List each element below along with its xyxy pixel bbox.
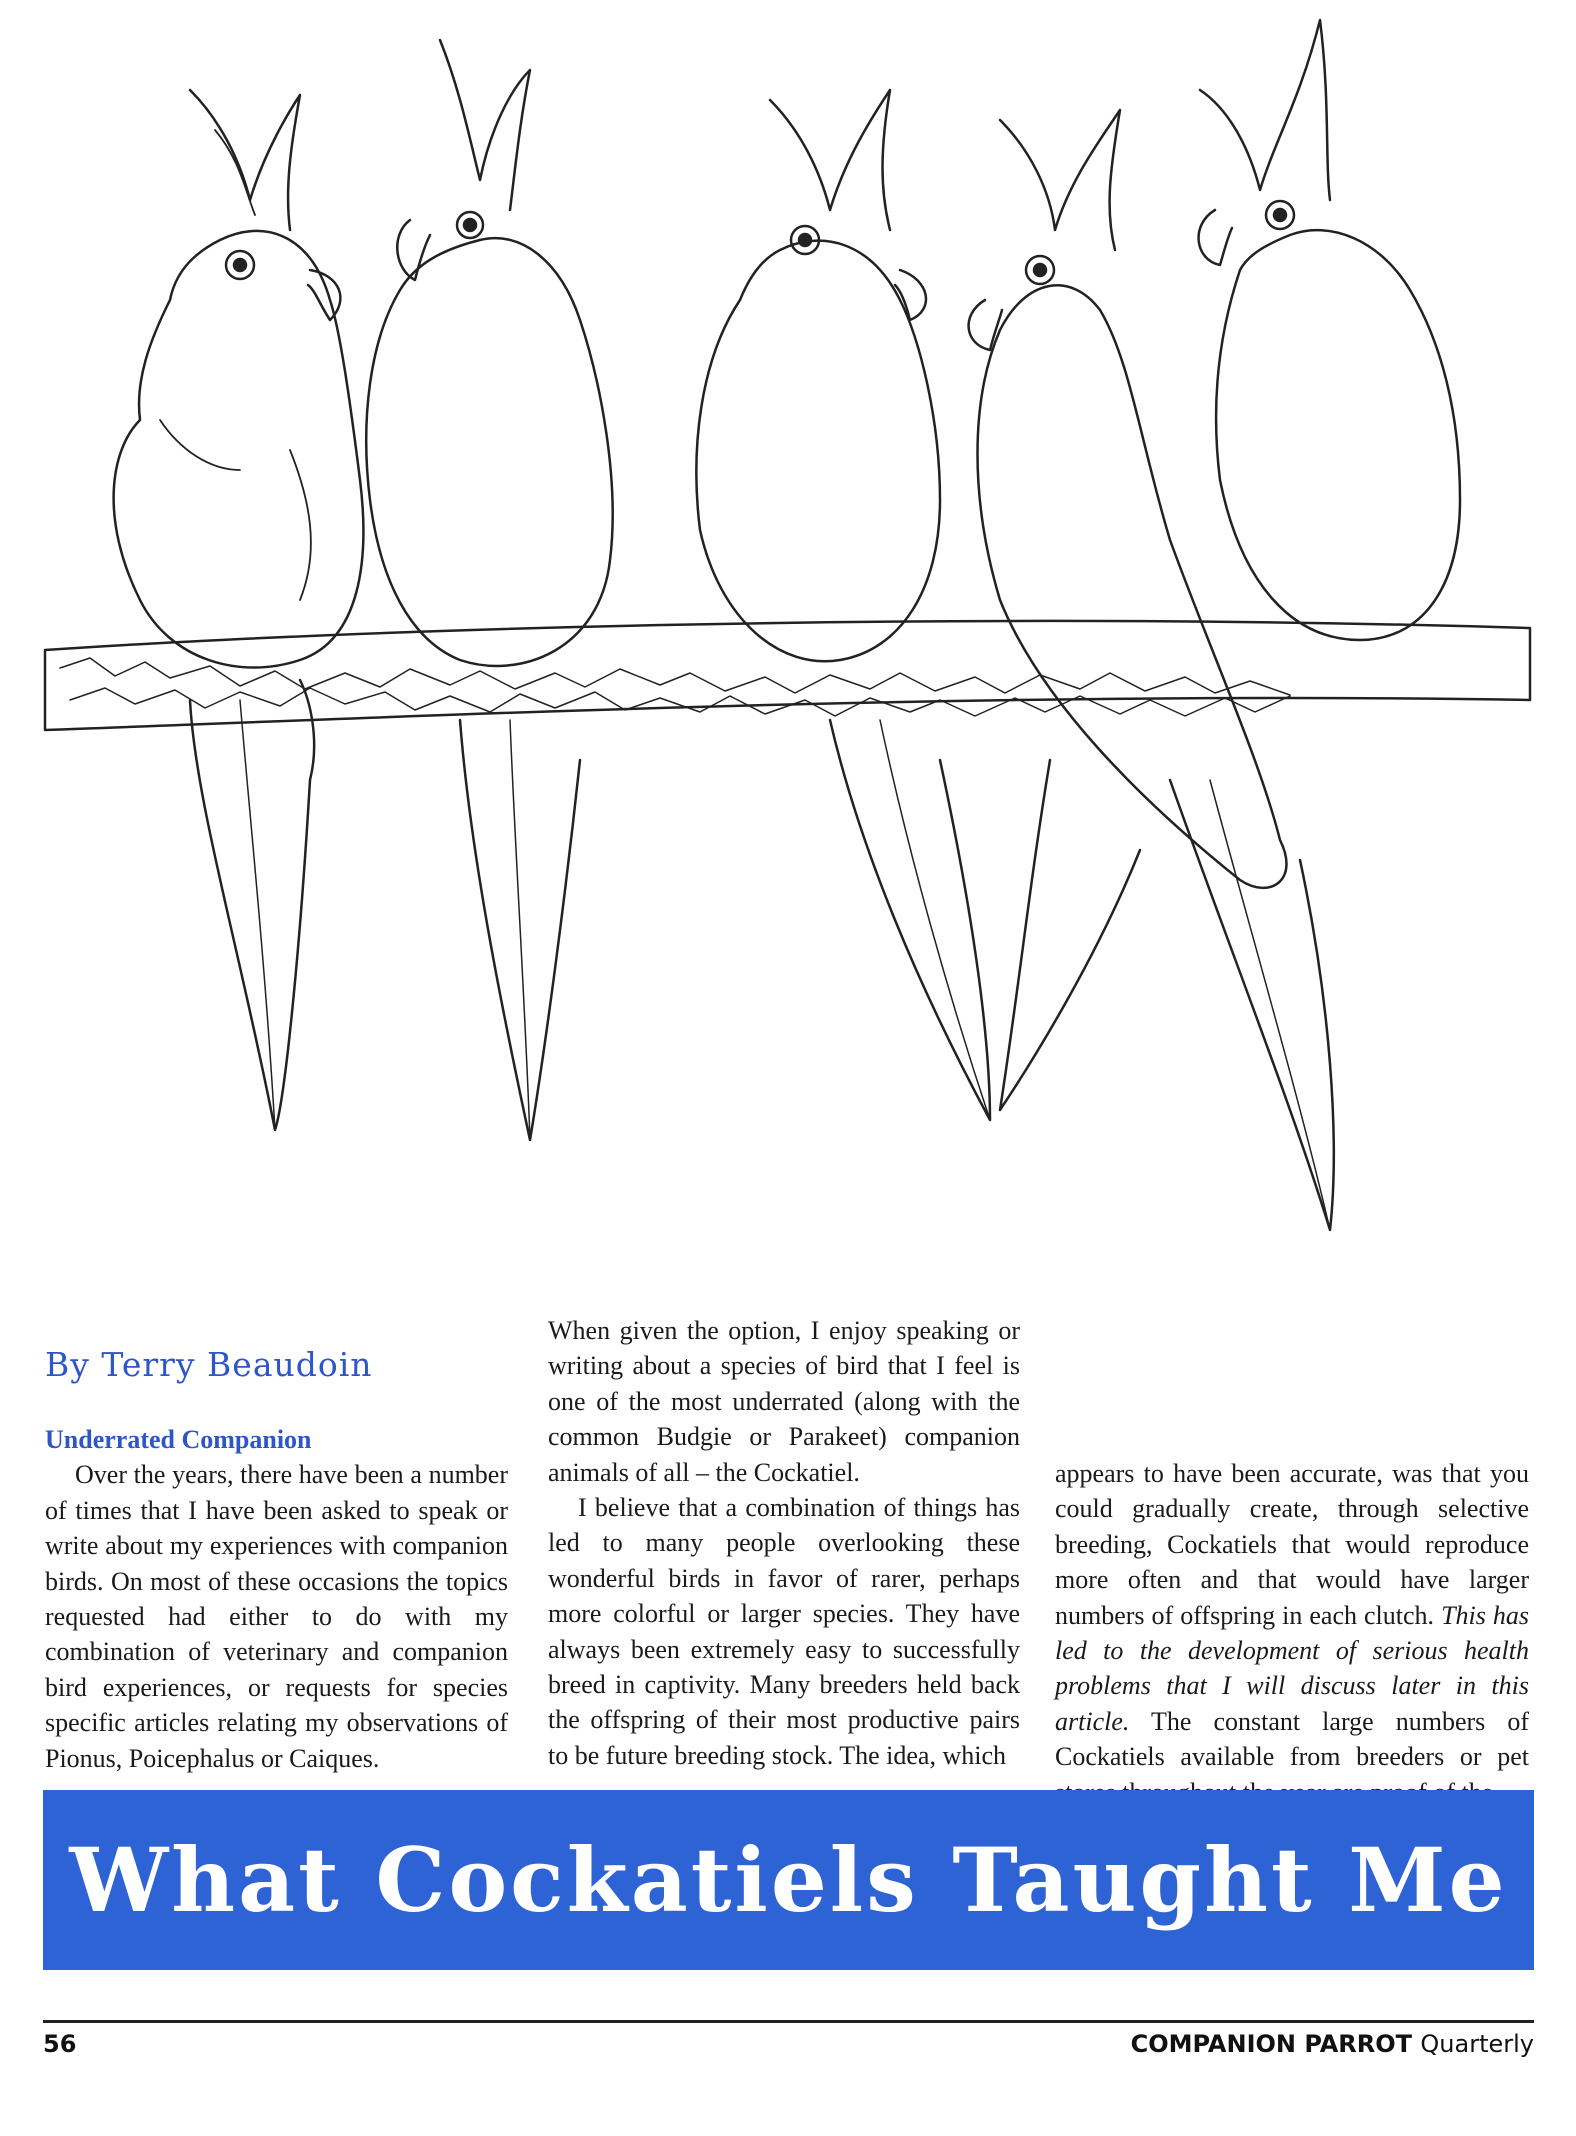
cockatiels-illustration [40, 0, 1540, 1420]
cockatiel-5 [1199, 20, 1460, 640]
paragraph [1055, 1456, 1529, 1810]
paragraph: Over the years, there have been a number of times that I have been asked to speak or write about my experiences with companion birds. On most of these occasions the topics requested had either to do with my combination of veterinary and companion bird experiences, or requests for species specific articles relating my observations of Pionus, Poicephalus or Caiques. [45, 1460, 508, 1773]
magazine-suffix: Quarterly [1420, 2030, 1534, 2058]
text-column-3 [1055, 1456, 1529, 1810]
page-number: 56 [43, 2030, 77, 2058]
title-banner [43, 1790, 1534, 1970]
article-title: What Cockatiels Taught Me [69, 1828, 1508, 1932]
paragraph: When given the option, I enjoy speaking or writing about a species of bird that I feel is one of the most underrated (along with the common Budgie or Parakeet) companion animals of all – the Cockatiel. [548, 1316, 1020, 1487]
subheading: Underrated Companion [45, 1425, 312, 1454]
text-column-1 [45, 1422, 508, 1776]
cockatiel-2 [366, 40, 612, 1140]
perch [45, 621, 1530, 730]
magazine-title: COMPANION PARROT [1130, 2030, 1413, 2058]
cockatiel-1 [114, 90, 364, 1130]
text-column-2 [548, 1313, 1020, 1773]
footer-rule [43, 2020, 1534, 2023]
byline: By Terry Beaudoin [45, 1345, 373, 1384]
magazine-name [1131, 2030, 1534, 2058]
cockatiel-4 [969, 110, 1334, 1230]
cockatiel-3 [696, 90, 990, 1120]
paragraph-text: appears to have been accurate, was that you could gradually create, through selective breeding, Cockatiels that would reproduce more often and that would have larger numbers of offspring in each clutch. [1055, 1459, 1529, 1630]
italic-text: This has led to the development of serious health problems that I will discuss later in this article. [1055, 1600, 1530, 1736]
paragraph-text: The constant large numbers of Cockatiels available from breeders or pet [1055, 1706, 1530, 1772]
paragraph: I believe that a combination of things has led to many people overlooking these wonderful birds in favor of rarer, perhaps more colorful or larger species. They have always been extremely easy to successfully breed in captivity. Many breeders held back the offspring of their most productive pairs to be future breeding stock. The idea, which [548, 1493, 1020, 1770]
